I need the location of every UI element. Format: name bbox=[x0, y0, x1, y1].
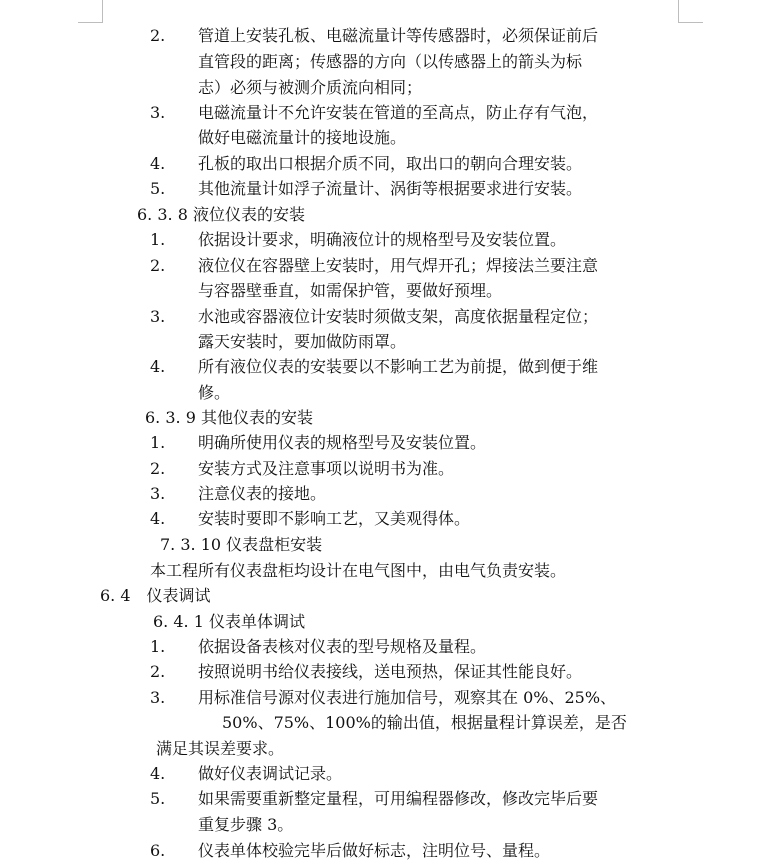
item-text: 仪表单体校验完毕后做好标志，注明位号、量程。 bbox=[198, 841, 551, 860]
item-text: 安装时要即不影响工艺，又美观得体。 bbox=[198, 509, 471, 528]
item-text: 所有液位仪表的安装要以不影响工艺为前提，做到便于维 bbox=[198, 357, 599, 376]
item-number: 2. bbox=[150, 459, 166, 478]
item-text: 直管段的距离；传感器的方向（以传感器上的箭头为标 bbox=[198, 52, 583, 71]
item-number: 3. bbox=[150, 484, 166, 503]
item-text: 电磁流量计不允许安装在管道的至高点，防止存有气泡， bbox=[198, 103, 599, 122]
item-number: 4. bbox=[150, 764, 166, 783]
item-number: 2. bbox=[150, 256, 166, 275]
item-text: 明确所使用仪表的规格型号及安装位置。 bbox=[198, 433, 487, 452]
item-text: 管道上安装孔板、电磁流量计等传感器时，必须保证前后 bbox=[198, 26, 599, 45]
section-heading: 7. 3. 10 仪表盘柜安装 bbox=[160, 535, 323, 554]
item-number: 3. bbox=[150, 103, 166, 122]
item-text: 按照说明书给仪表接线，送电预热，保证其性能良好。 bbox=[198, 662, 583, 681]
item-text: 孔板的取出口根据介质不同，取出口的朝向合理安装。 bbox=[198, 154, 583, 173]
section-heading: 6. 3. 9 其他仪表的安装 bbox=[145, 408, 313, 427]
item-number: 4. bbox=[150, 154, 166, 173]
item-text: 修。 bbox=[198, 383, 231, 402]
item-text: 依据设备表核对仪表的型号规格及量程。 bbox=[198, 637, 487, 656]
item-text: 安装方式及注意事项以说明书为准。 bbox=[198, 459, 455, 478]
item-text: 如果需要重新整定量程，可用编程器修改，修改完毕后要 bbox=[198, 789, 599, 808]
item-number: 4. bbox=[150, 509, 166, 528]
list-item-continuation: 满足其误差要求。 bbox=[156, 739, 285, 758]
item-text: 做好电磁流量计的接地设施。 bbox=[198, 128, 407, 147]
item-text: 水池或容器液位计安装时须做支架，高度依据量程定位； bbox=[198, 307, 599, 326]
item-text: 与容器壁垂直，如需保护管，要做好预埋。 bbox=[198, 281, 503, 300]
item-number: 6. bbox=[150, 841, 166, 860]
item-number: 3. bbox=[150, 307, 166, 326]
item-text: 重复步骤 3。 bbox=[198, 815, 294, 834]
item-text: 注意仪表的接地。 bbox=[198, 484, 327, 503]
item-number: 1. bbox=[150, 230, 166, 249]
item-number: 2. bbox=[150, 662, 166, 681]
chapter-heading: 6. 4 仪表调试 bbox=[100, 586, 211, 605]
page-corner-mark-right bbox=[678, 0, 703, 23]
section-heading: 6. 4. 1 仪表单体调试 bbox=[153, 612, 305, 631]
item-number: 1. bbox=[150, 433, 166, 452]
item-number: 5. bbox=[150, 789, 166, 808]
item-number: 1. bbox=[150, 637, 166, 656]
body-paragraph: 本工程所有仪表盘柜均设计在电气图中，由电气负责安装。 bbox=[150, 561, 567, 580]
item-number: 2. bbox=[150, 26, 166, 45]
item-text: 其他流量计如浮子流量计、涡街等根据要求进行安装。 bbox=[198, 179, 583, 198]
section-heading: 6. 3. 8 液位仪表的安装 bbox=[137, 205, 305, 224]
item-text: 露天安装时，要加做防雨罩。 bbox=[198, 332, 407, 351]
item-text: 做好仪表调试记录。 bbox=[198, 764, 343, 783]
item-text: 依据设计要求，明确液位计的规格型号及安装位置。 bbox=[198, 230, 567, 249]
item-text: 液位仪在容器壁上安装时，用气焊开孔；焊接法兰要注意 bbox=[198, 256, 599, 275]
item-text: 志）必须与被测介质流向相同； bbox=[198, 78, 423, 97]
page-corner-mark-left bbox=[78, 0, 103, 23]
item-text: 用标准信号源对仪表进行施加信号，观察其在 0%、25%、 bbox=[198, 688, 617, 707]
item-number: 3. bbox=[150, 688, 166, 707]
item-number: 5. bbox=[150, 179, 166, 198]
list-item-continuation: 50%、75%、100%的输出值，根据量程计算误差，是否 bbox=[222, 713, 627, 732]
item-number: 4. bbox=[150, 357, 166, 376]
